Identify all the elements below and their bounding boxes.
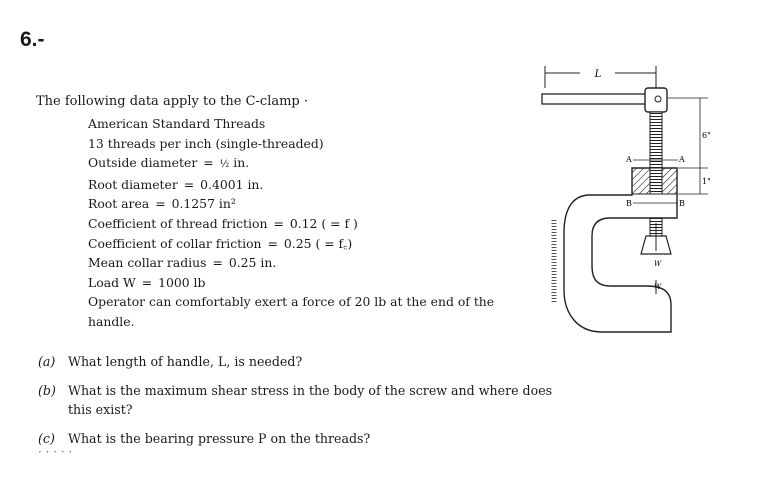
questions-list — [38, 352, 558, 458]
data-item: Outside diameter = ½ in. — [88, 155, 250, 171]
dimension-1in — [678, 168, 711, 194]
section-a-left: A — [626, 155, 632, 164]
intro-text: The following data apply to the C-clamp · — [36, 94, 309, 109]
data-item: Root area = 0.1257 in² — [88, 196, 236, 212]
dimension-6in — [668, 98, 711, 168]
dim-l-label: L — [594, 69, 602, 80]
data-item: Coefficient of thread friction = 0.12 ( = f ) — [88, 215, 358, 231]
load-w-upper: W — [654, 260, 662, 268]
section-b-left: B — [626, 199, 632, 208]
data-item: Mean collar radius = 0.25 in. — [88, 255, 277, 271]
question-item: (c) What is the bearing pressure P on the threads? — [38, 431, 371, 446]
c-clamp-figure — [520, 58, 720, 348]
section-b-right: B — [679, 199, 685, 208]
data-item: American Standard Threads — [88, 116, 266, 131]
data-item: Coefficient of collar friction = 0.25 ( = f꜀) — [88, 235, 353, 251]
section-a-right: A — [679, 155, 685, 164]
load-w-lower: W — [654, 283, 662, 291]
handle-bar — [542, 94, 652, 104]
clipped-text-line: · · · · · — [38, 445, 73, 459]
svg-text:6": 6" — [702, 131, 711, 140]
dimension-l — [545, 66, 656, 88]
screw-head — [645, 88, 667, 112]
question-item: (a) What length of handle, L, is needed? — [38, 354, 303, 369]
question-item: (b) What is the maximum shear stress in the body of the screw and where does this exist? — [38, 383, 553, 417]
data-item: Load W = 1000 lb — [88, 274, 206, 290]
data-item: 13 threads per inch (single-threaded) — [88, 135, 324, 151]
data-item: Root diameter = 0.4001 in. — [88, 176, 264, 192]
svg-text:1": 1" — [702, 177, 711, 186]
given-data-list — [88, 114, 528, 332]
problem-number: 6.- — [20, 28, 45, 51]
data-item: Operator can comfortably exert a force of 20 lb at the end of the handle. — [88, 294, 495, 329]
